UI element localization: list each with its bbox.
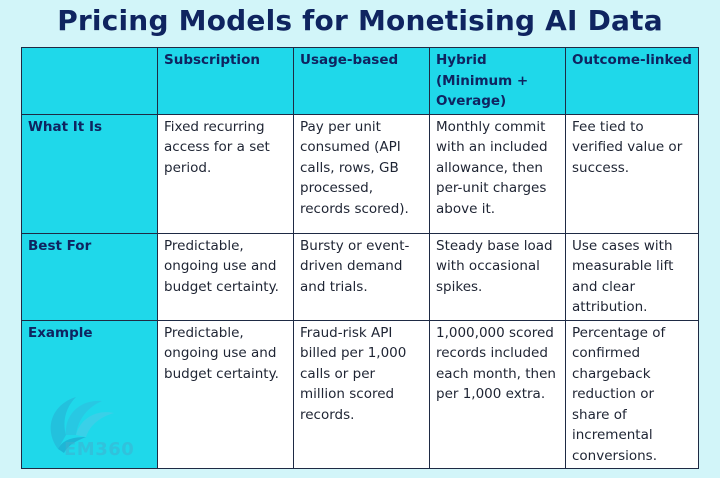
em360-logo: [36, 391, 156, 459]
header-corner-cell: [22, 48, 158, 115]
table-cell: Use cases with measurable lift and clear attribution.: [566, 233, 699, 320]
table-header-row: [22, 48, 699, 115]
table-cell: Fraud-risk API billed per 1,000 calls or per million scored records.: [294, 320, 430, 469]
table-row-example: [22, 320, 699, 469]
table-cell: Pay per unit consumed (API calls, rows, GB processed, records scored).: [294, 114, 430, 233]
row-label: Best For: [22, 233, 158, 320]
row-label-with-logo: [22, 320, 158, 469]
page-title: Pricing Models for Monetising AI Data: [57, 4, 663, 37]
row-label: What It Is: [22, 114, 158, 233]
column-header-usage-based: Usage-based: [294, 48, 430, 115]
table-cell: Percentage of confirmed chargeback reduction or share of incremental conversions.: [566, 320, 699, 469]
table-cell: Steady base load with occasional spikes.: [430, 233, 566, 320]
row-label: Example: [28, 324, 93, 341]
pricing-table: [21, 47, 699, 469]
logo-wordmark: EM360: [64, 438, 135, 459]
table-cell: Predictable, ongoing use and budget certainty.: [158, 320, 294, 469]
table-row-what-it-is: [22, 114, 699, 233]
table-row-best-for: [22, 233, 699, 320]
column-header-subscription: Subscription: [158, 48, 294, 115]
column-header-outcome-linked: Outcome-linked: [566, 48, 699, 115]
table-cell: Predictable, ongoing use and budget certainty.: [158, 233, 294, 320]
table-cell: Monthly commit with an included allowance, then per-unit charges above it.: [430, 114, 566, 233]
table-cell: 1,000,000 scored records included each month, then per 1,000 extra.: [430, 320, 566, 469]
table-cell: Bursty or event-driven demand and trials.: [294, 233, 430, 320]
column-header-hybrid: Hybrid (Minimum + Overage): [430, 48, 566, 115]
table-cell: Fixed recurring access for a set period.: [158, 114, 294, 233]
table-cell: Fee tied to verified value or success.: [566, 114, 699, 233]
